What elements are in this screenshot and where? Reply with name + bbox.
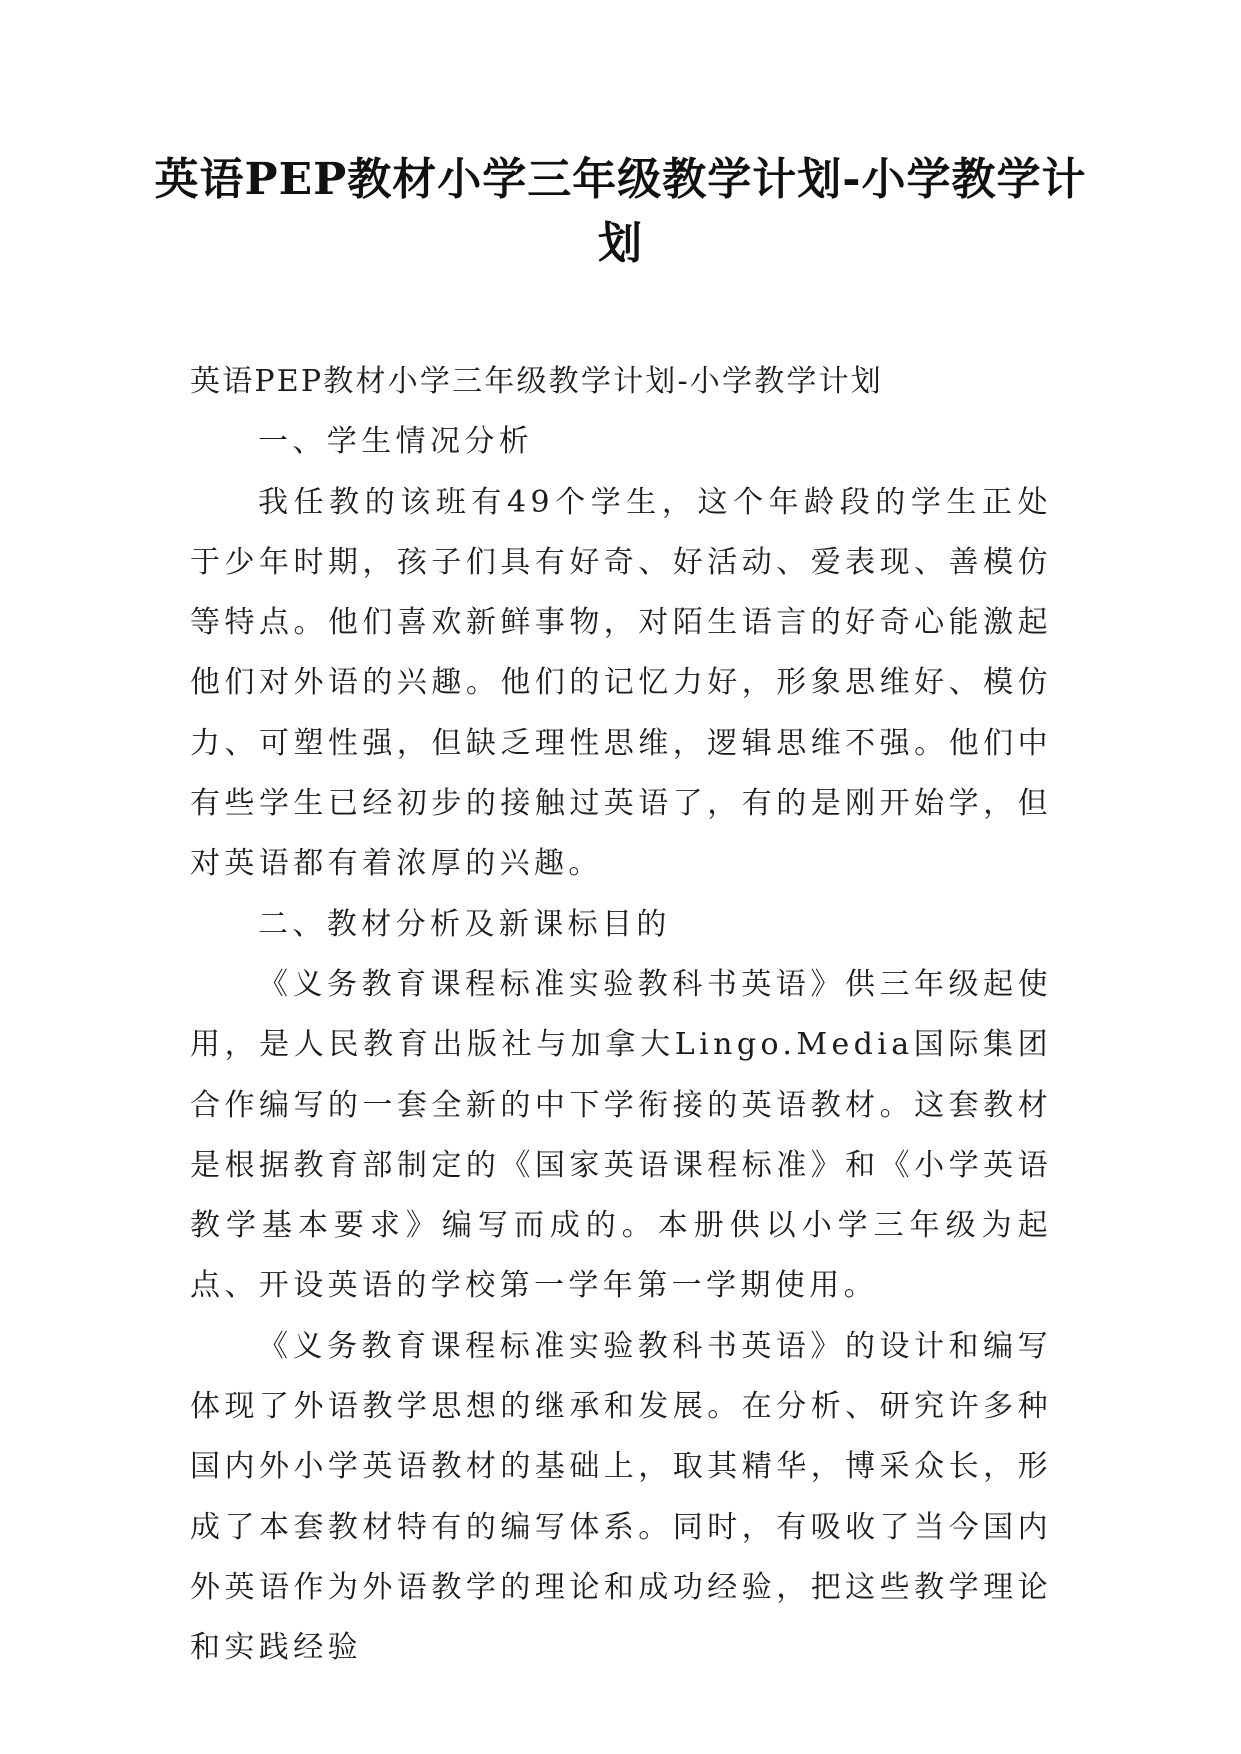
- paragraph-student-analysis: 我任教的该班有49个学生，这个年龄段的学生正处于少年时期，孩子们具有好奇、好活动、爱表现、善模仿等特点。他们喜欢新鲜事物，对陌生语言的好奇心能激起他们对外语的兴趣。他们的记忆力好，形象思维好、模仿力、可塑性强，但缺乏理性思维，逻辑思维不强。他们中有些学生已经初步的接触过英语了，有的是刚开始学，但对英语都有着浓厚的兴趣。: [190, 484, 1052, 882]
- section-heading-student-analysis: 一、学生情况分析: [258, 424, 534, 460]
- document-body: [190, 352, 1052, 1679]
- paragraph-textbook-design: 《义务教育课程标准实验教科书英语》的设计和编写体现了外语教学思想的继承和发展。在分析、研究许多种国内外小学英语教材的基础上，取其精华，博采众长，形成了本套教材特有的编写体系。同时，有吸收了当今国内外英语作为外语教学的理论和成功经验，把这些教学理论和实践经验: [190, 1328, 1052, 1666]
- section-heading-textbook-analysis: 二、教材分析及新课标目的: [258, 906, 671, 942]
- paragraph-textbook-intro: 《义务教育课程标准实验教科书英语》供三年级起使用，是人民教育出版社与加拿大Lingo.Media国际集团合作编写的一套全新的中下学衔接的英语教材。这套教材是根据教育部制定的《国家英语课程标准》和《小学英语教学基本要求》编写而成的。本册供以小学三年级为起点、开设英语的学校第一学年第一学期使用。: [190, 966, 1052, 1304]
- document-title: 英语PEP教材小学三年级教学计划-小学教学计划: [154, 154, 1087, 269]
- body-heading-line: 英语PEP教材小学三年级教学计划-小学教学计划: [190, 364, 884, 399]
